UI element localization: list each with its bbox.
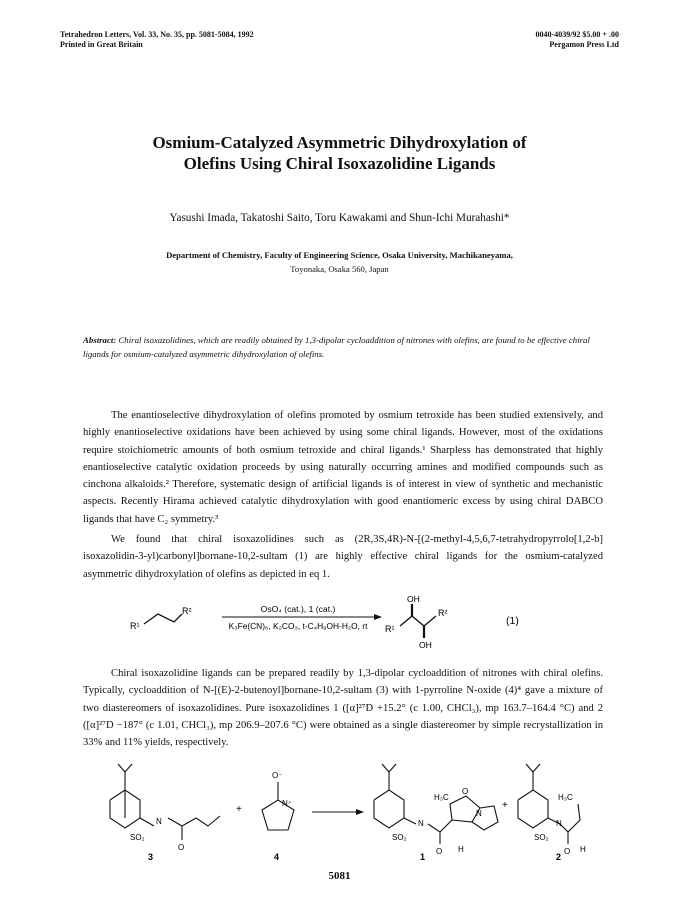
title-line-2: Olefins Using Chiral Isoxazolidine Ligands xyxy=(183,154,496,173)
journal-line-2: Printed in Great Britain xyxy=(60,40,143,49)
paragraph-2: We found that chiral isoxazolidines such as (2R,3S,4R)-N-[(2-methyl-4,5,6,7-tetrahydropyrrolo[1,2-b] isoxazolidin-3-yl)carbonyl]bornane-10,2-sultam (1) are highly effective chiral ligands for the osmium-catalyzed asymmetric dihydroxylation of olefins as depicted in eq 1. xyxy=(83,534,603,580)
compound-3-structure xyxy=(110,764,220,840)
eq-oh-top: OH xyxy=(407,594,420,604)
c1-h3c: H₃C xyxy=(434,793,449,802)
compound-1-label: 1 xyxy=(420,852,426,860)
compound-3-label: 3 xyxy=(148,852,154,860)
abstract xyxy=(83,333,603,361)
abstract-text: Chiral isoxazolidines, which are readily obtained by 1,3-dipolar cycloaddition of nitrones with olefins, are found to be effective chiral ligands for osmium-catalyzed asymmetric dihydroxylation of olefins. xyxy=(83,335,590,359)
c2-n: N xyxy=(556,819,562,828)
title-line-1: Osmium-Catalyzed Asymmetric Dihydroxylation of xyxy=(152,133,527,152)
c2-o-carbonyl: O xyxy=(564,847,571,856)
c1-n: N xyxy=(418,819,424,828)
c1-o-carbonyl: O xyxy=(436,847,443,856)
c1-o-ring: O xyxy=(462,787,469,796)
plus-2: + xyxy=(502,800,508,811)
authors: Yasushi Imada, Takatoshi Saito, Toru Kawakami and Shun-Ichi Murahashi* xyxy=(169,212,510,224)
paper-title xyxy=(0,132,679,174)
compound-1-structure xyxy=(374,764,498,844)
olefin-structure xyxy=(144,614,182,624)
eq-product-r2: R² xyxy=(438,608,448,618)
c1-so2: SO₂ xyxy=(392,833,407,842)
c2-h: H xyxy=(580,845,586,854)
c1-h: H xyxy=(458,845,464,854)
c3-n: N xyxy=(156,817,162,826)
journal-citation xyxy=(60,30,254,50)
abstract-label: Abstract: xyxy=(83,335,117,345)
paragraph-3: Chiral isoxazolidine ligands can be prepared readily by 1,3-dipolar cycloaddition of nitrones with chiral olefins. Typically, cycloaddition of N-[(E)-2-butenoyl]bornane-10,2-sultam (3) with 1-pyrroline N-oxide (4)⁴ gave a mixture of two diastereomers of isoxazolidines. Pure isoxazolidines 1 ([α]²⁷D +15.2° (c 1.00, CHCl₃), mp 163.7–164.4 °C) and 2 ([α]²⁷D −187° (c 1.01, CHCl₃), mp 206.9–207.6 °C) were obtained as a single diastereomer by simple recrystallization in 33% and 11% yields, respectively. xyxy=(83,668,603,749)
affiliation xyxy=(0,248,679,276)
compound-2-structure xyxy=(518,764,580,844)
scheme-arrow xyxy=(356,809,364,815)
eq-reagents-top: OsO₄ (cat.), 1 (cat.) xyxy=(260,604,336,614)
compound-4-label: 4 xyxy=(274,852,280,860)
eq-oh-bottom: OH xyxy=(419,640,432,650)
compound-2-label: 2 xyxy=(556,852,562,860)
plus-1: + xyxy=(236,804,242,815)
c3-o: O xyxy=(178,843,185,852)
eq-product-r1: R¹ xyxy=(385,624,395,634)
c4-nplus: N⁺ xyxy=(282,799,292,808)
reaction-arrow xyxy=(374,614,382,620)
synthesis-scheme xyxy=(90,760,590,860)
page-number: 5081 xyxy=(328,870,351,882)
c1-n-ring: N xyxy=(476,809,482,818)
affiliation-line-2: Toyonaka, Osaka 560, Japan xyxy=(290,264,389,274)
eq-r1: R¹ xyxy=(130,621,140,631)
eq-r2: R² xyxy=(182,606,192,616)
c2-so2: SO₂ xyxy=(534,833,549,842)
price-info xyxy=(536,30,619,50)
c4-ominus: O⁻ xyxy=(272,771,283,780)
equation-1 xyxy=(130,592,570,652)
price-line-2: Pergamon Press Ltd xyxy=(549,40,619,49)
c3-so2: SO₂ xyxy=(130,833,145,842)
c2-h3c: H₃C xyxy=(558,793,573,802)
eq-reagents-bottom: K₃Fe(CN)₆, K₂CO₃, t-C₄H₉OH-H₂O, rt xyxy=(228,621,368,631)
paragraph-1: The enantioselective dihydroxylation of olefins promoted by osmium tetroxide has been studied extensively, and highly enantioselective oxidations have been achieved by using some chiral ligands. However, most of the oxidations require stoichiometric amounts of both osmium tetroxide and chiral ligands.¹ Sharpless has demonstrated that highly enantioselective catalytic oxidation proceeds by using naturally occurring amines and modified compounds such as cinchona alkaloids.² Therefore, systematic design of artificial ligands is of interest in view of synthetic and mechanistic aspects. Recently Hirama achieved catalytic dihydroxylation with good enantiomeric excess by using chiral DABCO ligands that have C₂ symmetry.³ xyxy=(83,410,603,525)
journal-line-1: Tetrahedron Letters, Vol. 33, No. 35, pp. 5081-5084, 1992 xyxy=(60,30,254,39)
affiliation-line-1: Department of Chemistry, Faculty of Engineering Science, Osaka University, Machikaneyama, xyxy=(166,250,513,260)
diol-structure xyxy=(400,616,436,626)
price-line-1: 0040-4039/92 $5.00 + .00 xyxy=(535,30,619,39)
eq-number: (1) xyxy=(506,615,519,627)
